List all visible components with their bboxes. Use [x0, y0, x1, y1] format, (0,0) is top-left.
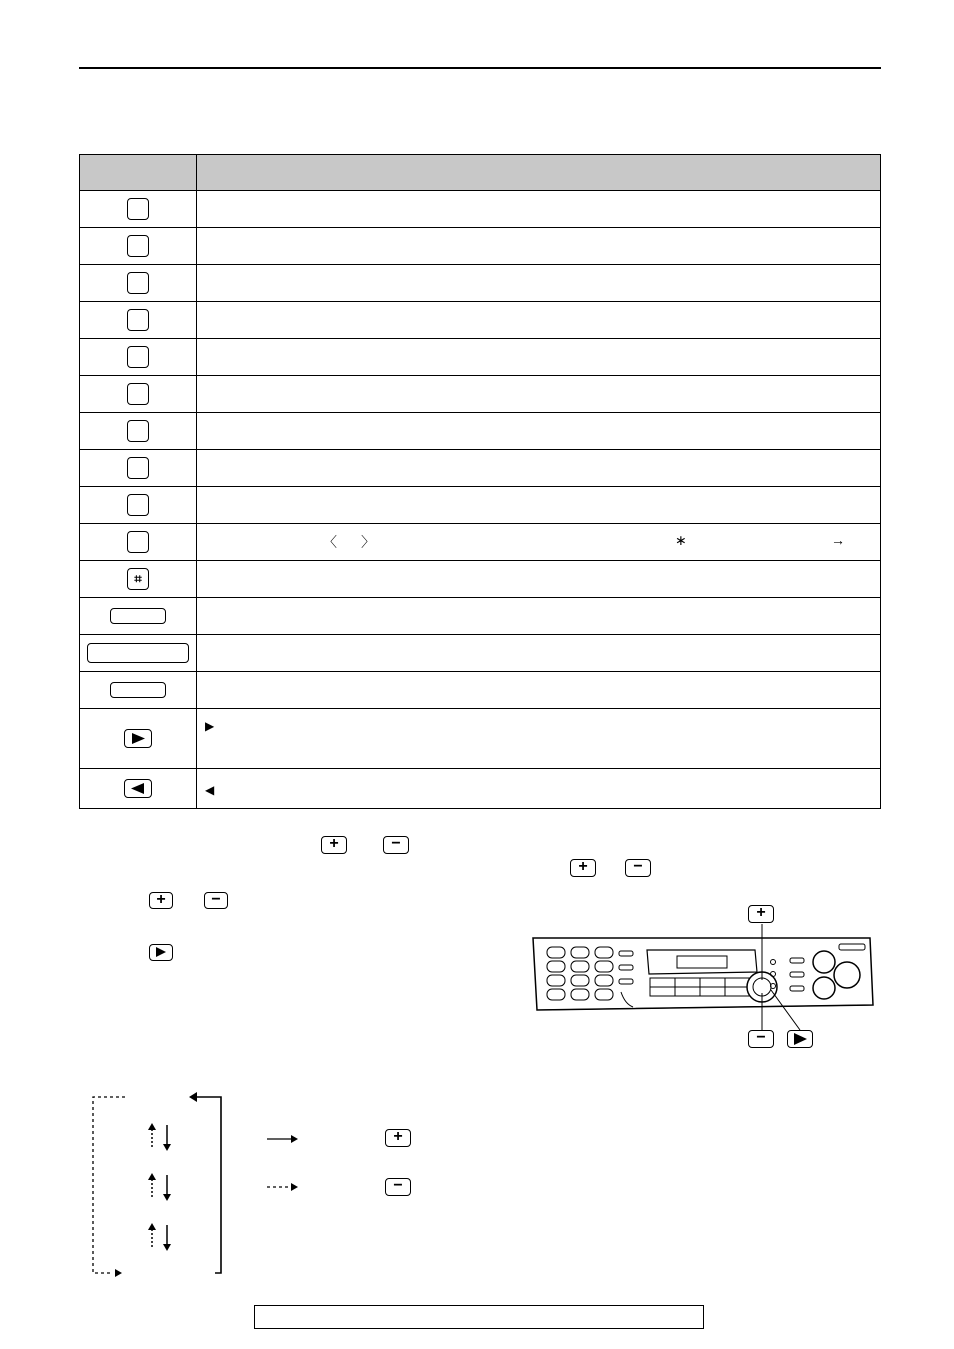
table-row	[80, 265, 881, 302]
table-header-key	[80, 155, 197, 191]
square-key-icon	[127, 531, 149, 553]
minus-key-icon: −	[385, 1178, 411, 1196]
table-row-description	[197, 376, 881, 413]
table-row	[80, 450, 881, 487]
menu-cycle-diagram	[85, 1085, 235, 1285]
table-row-description	[197, 487, 881, 524]
table-row-description	[197, 709, 881, 769]
right-angle-glyph: 〉	[361, 534, 375, 550]
table-row-description	[197, 450, 881, 487]
table-row-description	[197, 769, 881, 809]
table-row-description	[197, 598, 881, 635]
square-key-icon	[127, 272, 149, 294]
table-row	[80, 487, 881, 524]
extra-wide-key-icon	[87, 643, 189, 663]
table-row	[80, 302, 881, 339]
table-row	[80, 769, 881, 809]
table-row	[80, 413, 881, 450]
minus-key-icon: −	[748, 1030, 774, 1048]
square-key-icon	[127, 383, 149, 405]
plus-key-icon: +	[149, 892, 173, 909]
table-header-function	[197, 155, 881, 191]
wide-key-icon	[110, 608, 166, 624]
plus-key-icon: +	[570, 859, 596, 877]
table-row	[80, 635, 881, 672]
table-header-row	[80, 155, 881, 191]
table-row	[80, 709, 881, 769]
square-key-icon	[127, 309, 149, 331]
table-row	[80, 191, 881, 228]
square-key-icon	[127, 198, 149, 220]
table-row-description	[197, 265, 881, 302]
play-key-icon	[787, 1030, 813, 1048]
right-bullet-icon: ▶	[205, 719, 215, 733]
table-row-description	[197, 672, 881, 709]
table-row-description	[197, 635, 881, 672]
table-row	[80, 228, 881, 265]
square-key-icon	[127, 235, 149, 257]
minus-key-icon: −	[625, 859, 651, 877]
table-row	[80, 339, 881, 376]
square-key-icon	[127, 420, 149, 442]
left-angle-glyph: 〈	[323, 534, 337, 550]
asterisk-glyph: ∗	[675, 532, 687, 548]
table-row	[80, 524, 881, 561]
minus-key-icon: −	[383, 836, 409, 854]
plus-key-icon: +	[321, 836, 347, 854]
table-row	[80, 672, 881, 709]
square-key-icon	[127, 457, 149, 479]
table-row	[80, 376, 881, 413]
arrow-glyph: →	[831, 532, 845, 548]
fax-control-panel-illustration	[525, 900, 885, 1055]
left-bullet-icon: ◀	[205, 782, 215, 797]
table-row	[80, 561, 881, 598]
right-arrow-key-icon	[124, 729, 152, 748]
table-row-description	[197, 413, 881, 450]
table-row-description	[197, 228, 881, 265]
square-key-icon	[127, 494, 149, 516]
table-row-description	[197, 191, 881, 228]
table-row-description	[197, 524, 881, 561]
plus-key-icon: +	[748, 905, 774, 923]
hash-key-icon: ⌗	[127, 568, 149, 590]
plus-key-icon: +	[385, 1129, 411, 1147]
square-key-icon	[127, 346, 149, 368]
left-arrow-key-icon	[124, 779, 152, 798]
footer-box	[254, 1305, 704, 1329]
top-rule	[79, 67, 881, 69]
wide-key-icon	[110, 682, 166, 698]
play-key-icon	[149, 944, 173, 961]
cycle-legend-arrows	[265, 1130, 305, 1196]
table-row-description	[197, 302, 881, 339]
key-function-table	[79, 154, 881, 809]
table-row	[80, 598, 881, 635]
table-row-description	[197, 339, 881, 376]
table-row-description	[197, 561, 881, 598]
minus-key-icon: −	[204, 892, 228, 909]
